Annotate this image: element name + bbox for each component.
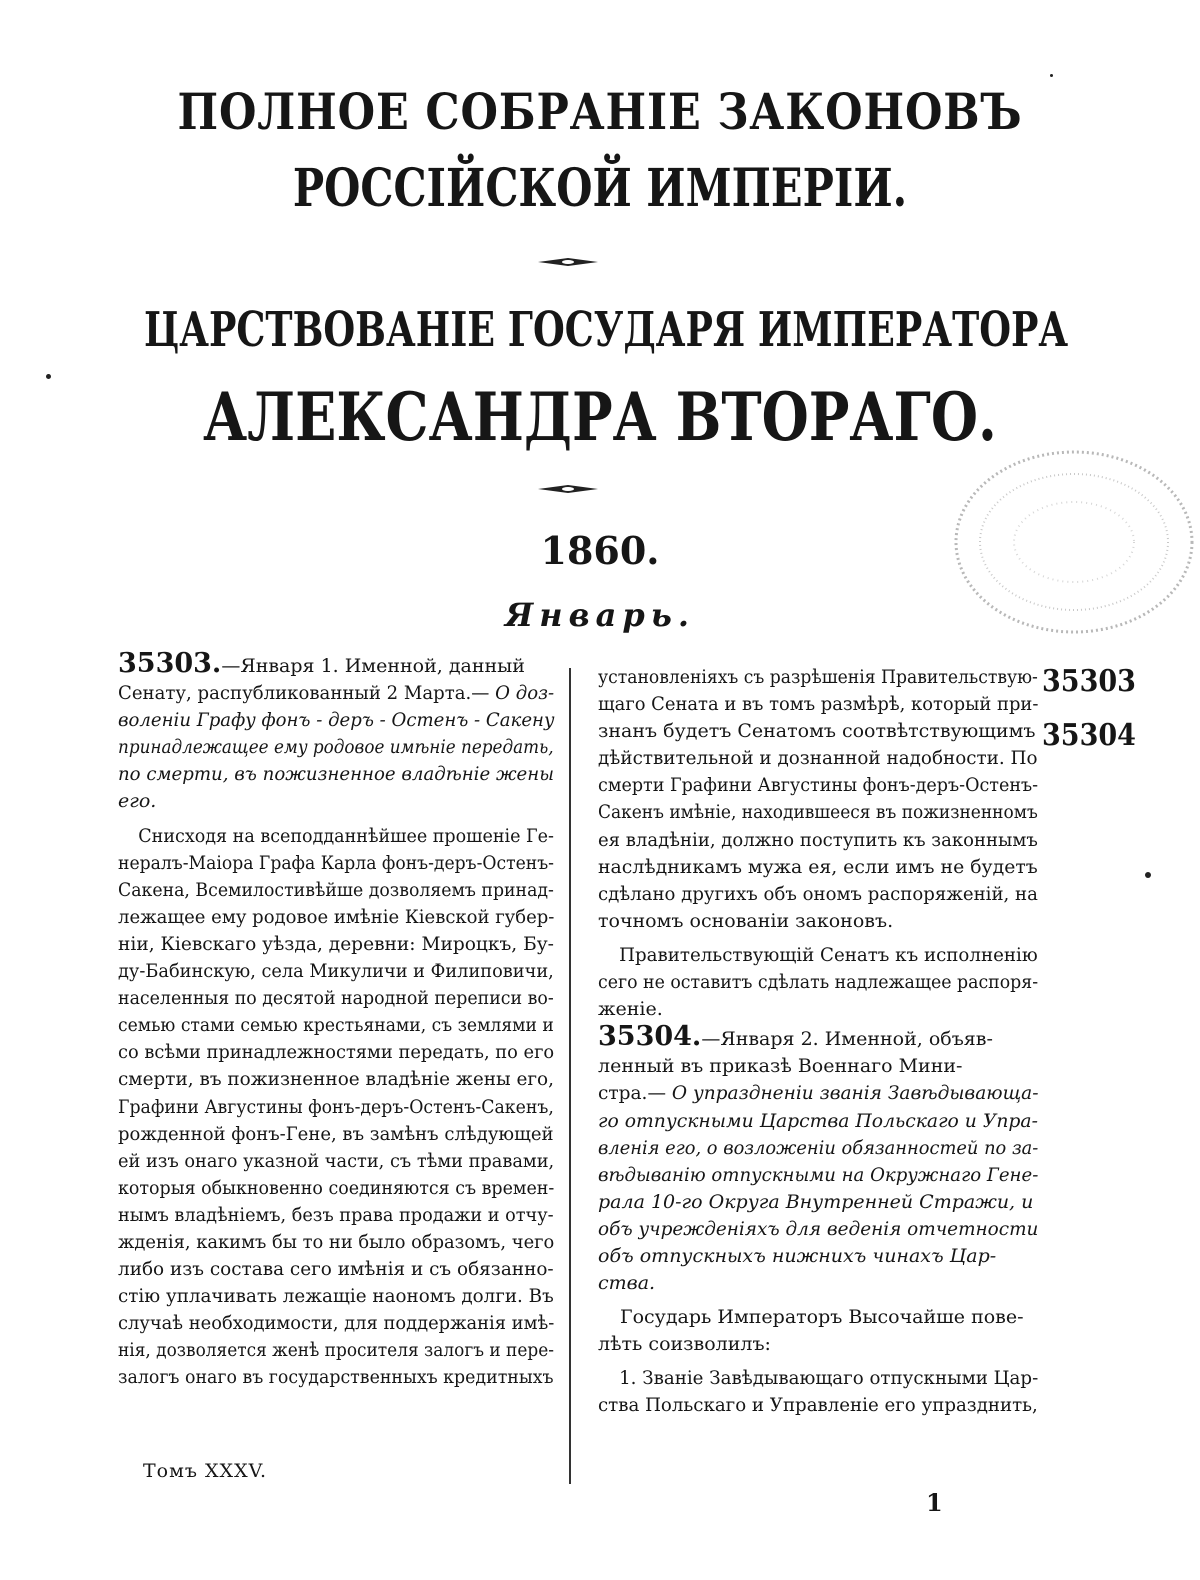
body-line: смерти, въ пожизненное владѣніе жены его, [118, 1068, 554, 1091]
body-line: Правительствующій Сенатъ къ исполненію [619, 943, 1038, 966]
entry-header-line: воленіи Графу фонъ - деръ - Остенъ - Сакену [118, 709, 555, 732]
entry-header-line [118, 680, 555, 707]
body-line: знанъ будетъ Сенатомъ соотвѣтствующимъ [598, 720, 1036, 743]
body-line: точномъ основаніи законовъ. [598, 909, 894, 932]
body-line: Снисходя на всеподданнѣйшее прошеніе Ге- [138, 824, 554, 847]
ink-speck [46, 374, 51, 379]
entry-header-line: объ отпускныхъ нижнихъ чинахъ Цар- [598, 1244, 997, 1267]
body-line: жденія, какимъ бы то ни было образомъ, чего [118, 1230, 555, 1253]
entry-body [118, 823, 554, 1392]
body-line: случаѣ необходимости, для поддержанія имѣ- [118, 1312, 555, 1335]
ink-speck [1145, 872, 1151, 878]
body-line: Сакенъ имѣніе, находившееся въ пожизненномъ [598, 801, 1038, 824]
ornament-divider [538, 484, 598, 494]
left-column [118, 650, 554, 1392]
ink-speck [1050, 74, 1053, 77]
margin-entry-number: 35304 [1042, 718, 1136, 753]
body-line: стію уплачивать лежащіе наономъ долги. Въ [118, 1285, 554, 1308]
year-heading: 1860. [540, 528, 660, 573]
ornament-divider [538, 257, 598, 267]
empire-title: РОССІЙСКОЙ ИМПЕРІИ. [292, 158, 908, 219]
page-number: 1 [926, 1488, 943, 1517]
column-divider [569, 668, 571, 1484]
body-line: залогъ онаго въ государственныхъ кредитныхъ [118, 1366, 554, 1389]
continuation-paragraph [598, 664, 1038, 935]
collection-title: ПОЛНОЕ СОБРАНІЕ ЗАКОНОВЪ [177, 82, 1023, 141]
entry-number: 35304. [598, 1021, 702, 1053]
library-stamp [946, 440, 1200, 650]
emperor-name: АЛЕКСАНДРА ВТОРАГО. [203, 378, 997, 456]
entry-header-line: по смерти, въ пожизненное владѣніе жены [118, 763, 554, 786]
body-line: ей изъ онаго указной части, съ тѣми правами, [118, 1149, 555, 1172]
volume-footer: Томъ XXXV. [143, 1460, 268, 1482]
body-line: ства Польскаго и Управленіе его упразднить, [598, 1394, 1038, 1417]
entry-header-text: —Января 1. Именной, данный [221, 655, 525, 677]
entry-35304 [598, 1023, 1038, 1297]
entry-italic-text: О упраздненіи званія Завѣдывающа- [671, 1082, 1039, 1105]
entry-header-text: стра.— [598, 1082, 666, 1105]
body-line: рожденной фонъ-Гене, въ замѣнъ слѣдующей [118, 1122, 554, 1145]
senate-paragraph [598, 942, 1038, 1023]
reign-title: ЦАРСТВОВАНІЕ ГОСУДАРЯ ИМПЕРАТОРА [144, 302, 1069, 358]
body-line: смерти Графини Августины фонъ-деръ-Остенъ- [598, 774, 1039, 797]
body-line: ду-Бабинскую, села Микуличи и Филиповичи, [118, 960, 554, 983]
right-column [598, 664, 1038, 1420]
entry-header-line [598, 1080, 1039, 1107]
body-line: нералъ-Маіора Графа Карла фонъ-деръ-Остенъ- [118, 851, 554, 874]
entry-header-line [118, 650, 554, 680]
entry-header-line: ленный въ приказѣ Военнаго Мини- [598, 1055, 963, 1078]
body-line: Сакена, Всемилостивѣйше дозволяемъ принад- [118, 878, 554, 901]
item-paragraph [598, 1365, 1038, 1419]
entry-header-line: его. [118, 790, 157, 813]
entry-header-line: объ учрежденіяхъ для веденія отчетности [598, 1217, 1039, 1240]
body-line: установленіяхъ съ разрѣшенія Правительствую- [598, 666, 1038, 688]
entry-header-text: —Января 2. Именной, объяв- [701, 1028, 993, 1051]
body-line: сдѣлано другихъ объ ономъ распоряженій, на [598, 882, 1038, 905]
body-line: ніи, Кіевскаго уѣзда, деревни: Мироцкъ, Бу- [118, 932, 554, 955]
body-line: семью стами семью крестьянами, съ землями и [118, 1014, 554, 1037]
decree-paragraph [598, 1304, 1038, 1358]
body-line: наслѣдникамъ мужа ея, если имъ не будетъ [598, 855, 1038, 878]
body-line: нія, дозволяется женѣ просителя залогъ и пере- [118, 1339, 554, 1362]
entry-header-line: вѣдыванію отпускными на Окружнаго Гене- [598, 1163, 1039, 1186]
body-line: Графини Августины фонъ-деръ-Остенъ-Сакенъ, [118, 1095, 554, 1118]
body-line: щаго Сената и въ томъ размѣрѣ, который при- [598, 693, 1039, 716]
entry-number: 35303. [118, 648, 222, 679]
entry-header-line: го отпускными Царства Польскаго и Упра- [598, 1109, 1038, 1132]
body-line: дѣйствительной и дознанной надобности. По [598, 747, 1038, 770]
body-line: либо изъ состава сего имѣнія и съ обязанно- [118, 1258, 554, 1281]
body-line: которыя обыкновенно соединяются съ времен- [118, 1176, 555, 1199]
body-line: Государь Императоръ Высочайше пове- [620, 1306, 1024, 1329]
entry-header-line: вленія его, о возложеніи обязанностей по за- [598, 1136, 1039, 1159]
entry-italic-text: О доз- [495, 682, 555, 705]
entry-header-line [598, 1023, 1038, 1053]
body-line: населенныя по десятой народной переписи во- [118, 987, 554, 1010]
entry-header-line: принадлежащее ему родовое имѣніе передать, [118, 736, 554, 759]
body-line: нымъ владѣніемъ, безъ права продажи и отчу- [118, 1203, 554, 1226]
entry-header-line: рала 10-го Округа Внутренней Стражи, и [598, 1190, 1034, 1213]
month-heading: Январь. [505, 596, 695, 634]
entry-header-text: Сенату, распубликованный 2 Марта.— [118, 682, 490, 705]
entry-header-line: ства. [598, 1272, 656, 1295]
margin-entry-number: 35303 [1042, 664, 1136, 699]
body-line: 1. Званіе Завѣдывающаго отпускными Цар- [619, 1367, 1039, 1390]
body-line: лѣть соизволилъ: [598, 1333, 771, 1356]
body-line: со всѣми принадлежностями передать, по его [118, 1041, 555, 1064]
body-line: женіе. [598, 998, 663, 1021]
body-line: ея владѣніи, должно поступить къ законнымъ [598, 828, 1038, 851]
body-line: сего не оставитъ сдѣлать надлежащее распоря- [598, 971, 1039, 994]
body-line: лежащее ему родовое имѣніе Кіевской губер- [118, 905, 555, 928]
